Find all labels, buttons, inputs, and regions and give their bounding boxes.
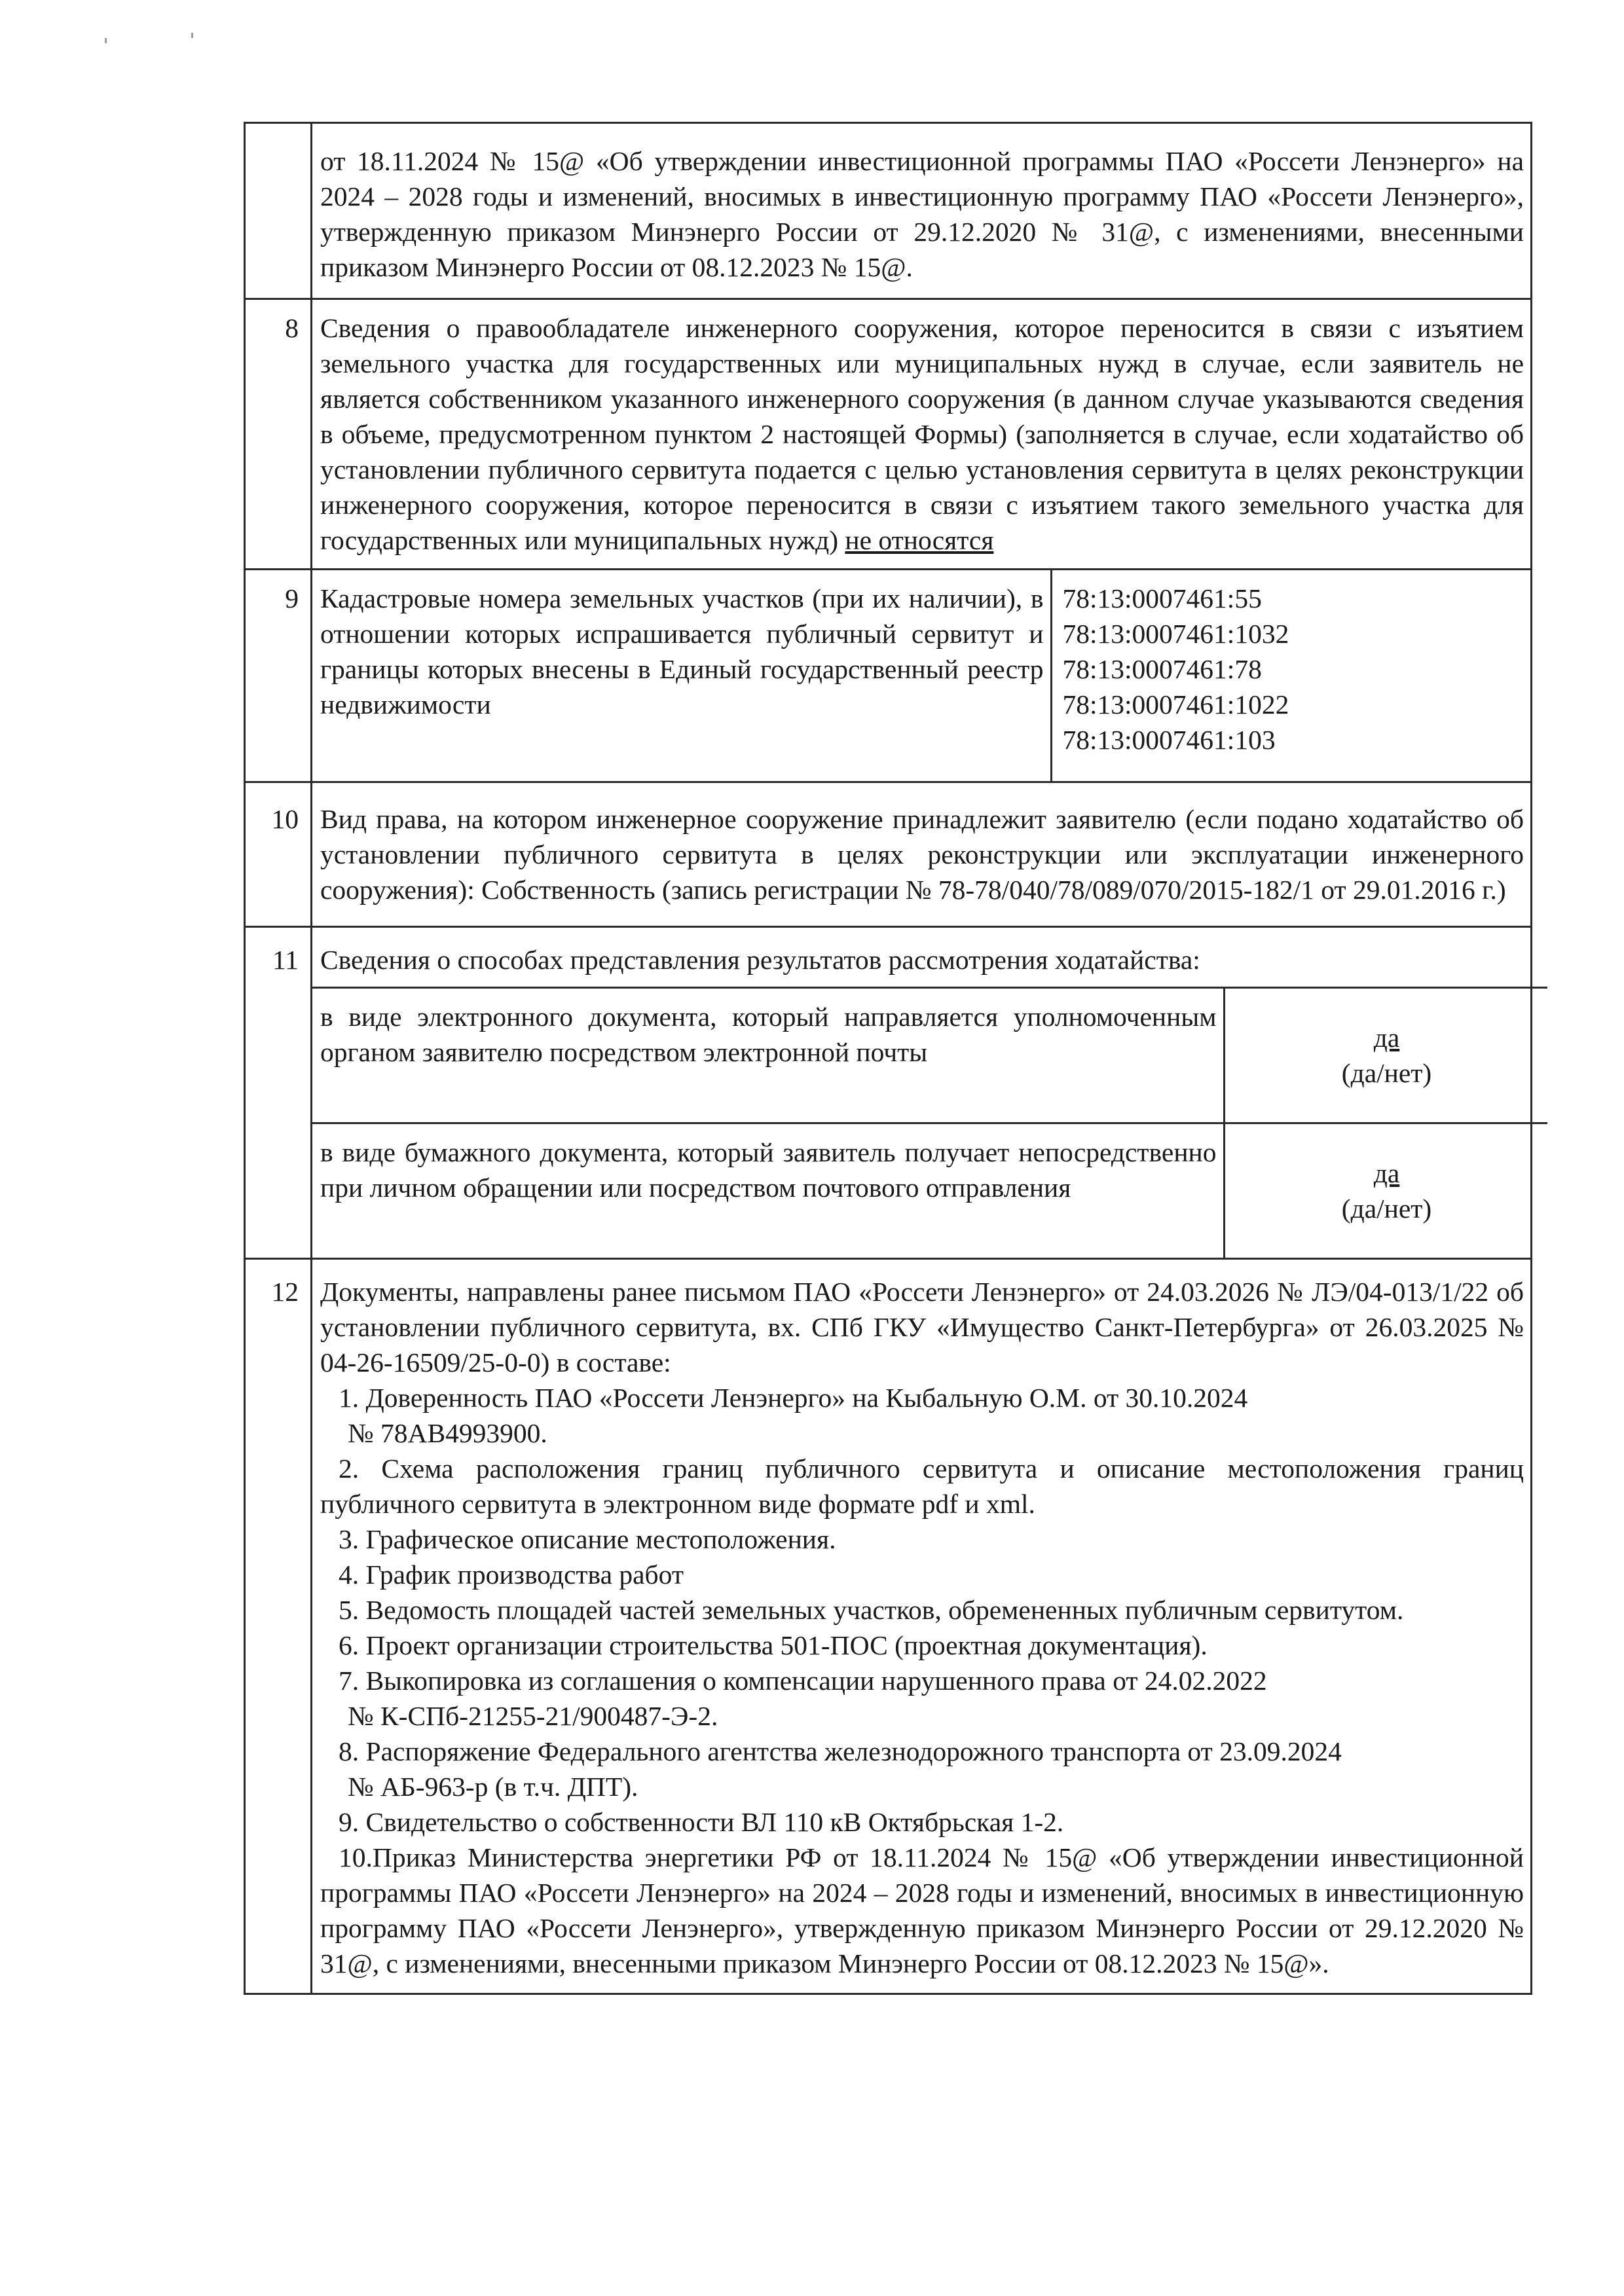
- cadastral-number: 78:13:0007461:1032: [1062, 619, 1289, 649]
- row-7-text: от 18.11.2024 № 15@ «Об утверждении инвестиционной программы ПАО «Россети Ленэнерго» на 2024 – 2028 годы и изменений, вносимых в инвестиционную программу ПАО «Россети Ленэнерго», утвержденную приказом Минэнерго России от 29.12.2020 № 31@, с изменениями, внесенными приказом Минэнерго России от 08.12.2023 № 15@.: [312, 123, 1532, 299]
- row-8-value: не относятся: [845, 525, 994, 555]
- scan-speck: [105, 38, 107, 43]
- row-8-cell: [312, 299, 1532, 570]
- scan-speck: [191, 33, 193, 38]
- delivery-option-row: [312, 988, 1547, 1123]
- application-form-table: [244, 122, 1532, 1995]
- delivery-option-answer-cell: [1224, 988, 1547, 1123]
- delivery-option-hint: (да/нет): [1341, 1194, 1432, 1224]
- document-item: 3. Графическое описание местоположения.: [339, 1524, 836, 1554]
- documents-list: [320, 1380, 1524, 1981]
- row-number: 11: [245, 927, 312, 1259]
- table-row-10: [245, 782, 1532, 927]
- row-10-text: Вид права, на котором инженерное сооружение принадлежит заявителю (если подано ходатайство об установлении публичного сервитута в целях реконструкции или эксплуатации инженерного сооружения): Собственность (запись регистрации № 78-78/040/78/089/070/2015-182/1 от 29.01.2016 г.): [312, 782, 1532, 927]
- table-row-7-continuation: [245, 123, 1532, 299]
- table-row-12: [245, 1259, 1532, 1994]
- delivery-option-answer: да: [1373, 1158, 1400, 1188]
- cadastral-label: Кадастровые номера земельных участков (при их наличии), в отношении которых испрашивается публичный сервитут и границы которых внесены в Единый государственный реестр недвижимости: [312, 570, 1051, 781]
- document-item: 1. Доверенность ПАО «Россети Ленэнерго» на Кыбальную О.М. от 30.10.2024: [339, 1383, 1248, 1413]
- delivery-options-subtable: [312, 987, 1547, 1258]
- table-row-9: [245, 570, 1532, 782]
- row-number: 12: [245, 1259, 312, 1994]
- row-9-cell: [312, 570, 1532, 782]
- table-row-8: [245, 299, 1532, 570]
- document-item: 5. Ведомость площадей частей земельных участков, обремененных публичным сервитутом.: [339, 1595, 1404, 1625]
- document-item: № 78АВ4993900.: [348, 1418, 547, 1448]
- row-8-text: Сведения о правообладателе инженерного сооружения, которое переносится в связи с изъятием земельного участка для государственных или муниципальных нужд в случае, если заявитель не является собственником указанного инженерного сооружения (в данном случае указываются сведения в объеме, предусмотренном пунктом 2 настоящей Формы) (заполняется в случае, если ходатайство об установлении публичного сервитута подается с целью установления сервитута в целях реконструкции инженерного сооружения, которое переносится в связи с изъятием такого земельного участка для государственных или муниципальных нужд): [320, 313, 1524, 555]
- document-item: 7. Выкопировка из соглашения о компенсации нарушенного права от 24.02.2022: [339, 1666, 1267, 1696]
- delivery-option-row: [312, 1123, 1547, 1258]
- row-number: 9: [245, 570, 312, 782]
- document-item: 10.Приказ Министерства энергетики РФ от 18.11.2024 № 15@ «Об утверждении инвестиционной программы ПАО «Россети Ленэнерго» на 2024 – 2028 годы и изменений, вносимых в инвестиционную программу ПАО «Россети Ленэнерго», утвержденную приказом Минэнерго России от 29.12.2020 № 31@, с изменениями, внесенными приказом Минэнерго России от 08.12.2023 № 15@».: [320, 1842, 1524, 1978]
- document-item: № К-СПб-21255-21/900487-Э-2.: [348, 1701, 718, 1731]
- delivery-option-hint: (да/нет): [1341, 1058, 1432, 1088]
- row-12-cell: [312, 1259, 1532, 1994]
- cadastral-number: 78:13:0007461:1022: [1062, 689, 1289, 720]
- cadastral-numbers: [1051, 570, 1530, 781]
- document-item: № АБ-963-р (в т.ч. ДПТ).: [348, 1772, 638, 1802]
- delivery-option-answer-cell: [1224, 1123, 1547, 1258]
- document-item: 6. Проект организации строительства 501-ПОС (проектная документация).: [339, 1630, 1208, 1660]
- document-item: 2. Схема расположения границ публичного сервитута и описание местоположения границ публичного сервитута в электронном виде формате pdf и xml.: [320, 1453, 1524, 1519]
- document-item: 9. Свидетельство о собственности ВЛ 110 кВ Октябрьская 1-2.: [339, 1807, 1064, 1837]
- cadastral-number: 78:13:0007461:103: [1062, 725, 1276, 755]
- document-item: 8. Распоряжение Федерального агентства железнодорожного транспорта от 23.09.2024: [339, 1736, 1342, 1766]
- cadastral-subtable: [312, 570, 1530, 781]
- delivery-option-text: в виде электронного документа, который направляется уполномоченным органом заявителю посредством электронной почты: [312, 988, 1224, 1123]
- row-number-empty: [245, 123, 312, 299]
- delivery-option-answer: да: [1373, 1023, 1400, 1053]
- row-number: 8: [245, 299, 312, 570]
- cadastral-number: 78:13:0007461:55: [1062, 583, 1262, 613]
- document-item: 4. График производства работ: [339, 1559, 684, 1590]
- delivery-option-text: в виде бумажного документа, который заявитель получает непосредственно при личном обращении или посредством почтового отправления: [312, 1123, 1224, 1258]
- row-number: 10: [245, 782, 312, 927]
- row-11-title: Сведения о способах представления результатов рассмотрения ходатайства:: [320, 945, 1200, 975]
- table-row-11: [245, 927, 1532, 1259]
- row-11-cell: [312, 927, 1532, 1259]
- documents-intro: Документы, направлены ранее письмом ПАО «Россети Ленэнерго» от 24.03.2026 № ЛЭ/04-013/1/22 об установлении публичного сервитута, вх. СПб ГКУ «Имущество Санкт-Петербурга» от 26.03.2025 № 04-26-16509/25-0-0) в составе:: [320, 1277, 1524, 1377]
- cadastral-number: 78:13:0007461:78: [1062, 654, 1262, 684]
